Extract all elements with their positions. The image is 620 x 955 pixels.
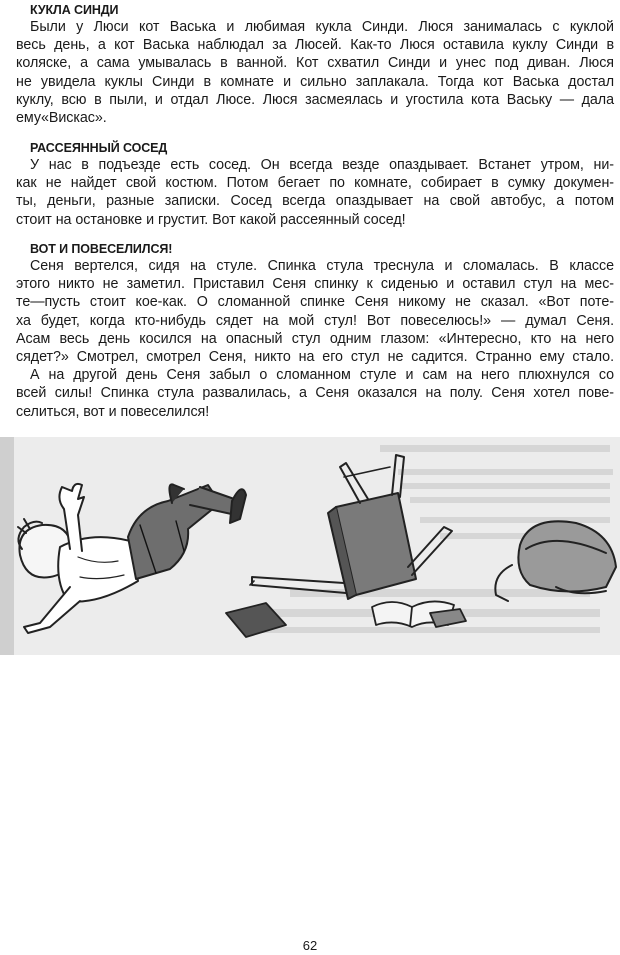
page-number: 62 [302,938,318,953]
text-line: те—пусть стоит кое-как. О сломанной спинке Сеня никому не сказал. «Вот поте- [16,294,614,311]
text-line: Асам весь день косился на опасный стул одним глазом: «Интересно, кто на него [16,330,614,347]
text-line: сядет?» Смотрел, смотрел Сеня, никто на его стул не садится. Странно ему стало. [16,349,614,366]
text-line: всей силы! Спинка стула развалилась, а Сеня оказался на полу. Сеня хотел пове- [16,385,614,402]
text-line: У нас в подъезде есть сосед. Он всегда везде опаздывает. Встанет утром, ни- [30,157,614,173]
story-rasseyannyy-sosed [16,140,614,229]
text-line: ты, деньги, разные записки. Сосед всегда опаздывает на свой автобус, а потом [16,193,614,210]
text-line: коляске, а сама умывалась в ванной. Кот схватил Синди и унес под диван. Люся [16,55,614,72]
story-title: РАССЕЯННЫЙ СОСЕД [30,141,168,155]
text-line: стоит на остановке и грустит. Вот какой рассеянный сосед! [16,211,406,228]
text-line: Были у Люси кот Васька и любимая кукла Синди. Люся занималась с куклой [30,19,614,35]
left-edge-shadow [0,437,14,655]
text-line: не увидела куклы Синди в комнате и сильно заплакала. Тогда кот Васька достал [16,73,614,90]
text-line: этого никто не заметил. Приставил Сеня спинку к сиденью и оставил стул на мес- [16,276,614,293]
text-line: куклу, всю в пыли, и отдал Люсе. Люся засмеялась и угостила кота Ваську — дала [16,91,614,108]
story-title: ВОТ И ПОВЕСЕЛИЛСЯ! [30,242,173,256]
text-line: Сеня вертелся, сидя на стуле. Спинка стула треснула и сломалась. В классе [30,258,614,274]
text-line: как не найдет свой костюм. Потом бегает по комнате, собирает в сумку докумен- [16,175,614,192]
text-line: А на другой день Сеня забыл о сломанном стуле и сам на него плюхнулся со [30,367,614,384]
text-line: весь день, а кот Васька наблюдал за Люсей. Как-то Люся оставила куклу Синди в [16,37,614,54]
illustration-boy-fallen-chair [0,437,620,655]
text-line: ха будет, когда кто-нибудь сядет на мой стул! Вот повеселюсь!» — думал Сеня. [16,312,614,329]
story-vot-i-poveselilsya [16,241,614,421]
story-title: КУКЛА СИНДИ [30,3,119,17]
text-line: ему«Вискас». [16,110,107,127]
text-line: селиться, вот и повеселился! [16,403,210,420]
story-kukla-sindi [16,2,614,127]
